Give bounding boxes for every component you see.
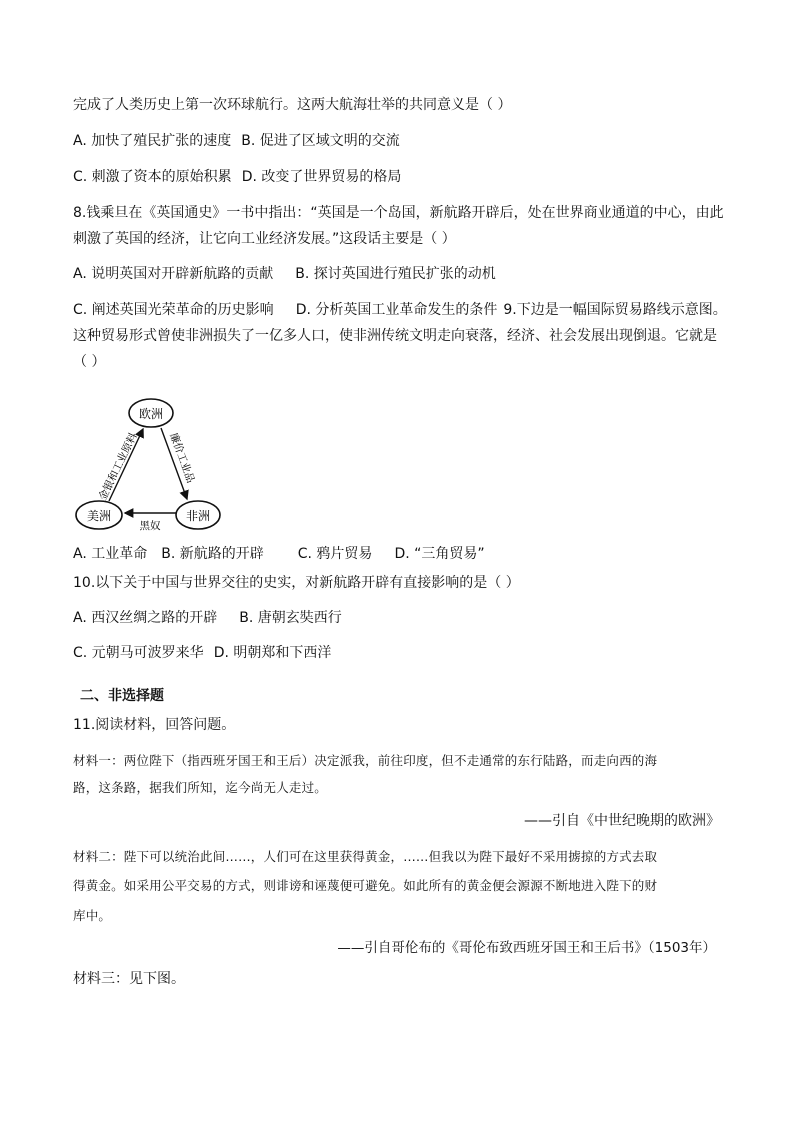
material1-source: ——引自《中世纪晚期的欧洲》 — [524, 813, 720, 829]
q7-options-row2 — [73, 168, 401, 186]
edge-label-africa-america: 黑奴 — [139, 520, 161, 532]
q9-option-b[interactable]: B. 新航路的开辟 — [161, 546, 264, 562]
section-heading-non-choice: 二、非选择题 — [80, 688, 164, 704]
q8-stem-line1: 8.钱乘旦在《英国通史》一书中指出：“英国是一个岛国，新航路开辟后，处在世界商业通道的中心，由此 — [73, 205, 724, 221]
q9-stem-line2: 这种贸易形式曾使非洲损失了一亿多人口，使非洲传统文明走向衰落，经济、社会发展出现倒退。它就是 — [73, 328, 717, 344]
q8-option-d[interactable]: D. 分析英国工业革命发生的条件 — [295, 302, 498, 318]
q10-option-c[interactable]: C. 元朝马可波罗来华 — [73, 645, 204, 661]
material2-source: ——引自哥伦布的《哥伦布致西班牙国王和王后书》（1503年） — [337, 940, 716, 956]
q8-options-row2 — [73, 301, 727, 319]
q10-option-a[interactable]: A. 西汉丝绸之路的开辟 — [73, 610, 218, 626]
q7-option-c[interactable]: C. 刺激了资本的原始积累 — [73, 169, 232, 185]
q8-option-c[interactable]: C. 阐述英国光荣革命的历史影响 — [73, 302, 274, 318]
q9-option-c[interactable]: C. 鸦片贸易 — [297, 546, 373, 562]
q10-options-row1 — [73, 609, 342, 627]
node-africa-label: 非洲 — [185, 509, 211, 523]
node-europe-label: 欧洲 — [138, 407, 164, 421]
q7-options-row1 — [73, 132, 400, 150]
q7-option-d[interactable]: D. 改变了世界贸易的格局 — [241, 169, 402, 185]
q9-options-row — [73, 545, 485, 563]
q10-stem: 10.以下关于中国与世界交往的史实，对新航路开辟有直接影响的是（ ） — [73, 575, 520, 591]
q8-options-row1 — [73, 265, 496, 283]
q7-stem-tail: 完成了人类历史上第一次环球航行。这两大航海壮举的共同意义是（ ） — [73, 97, 512, 113]
q7-option-b[interactable]: B. 促进了区域文明的交流 — [241, 133, 400, 149]
q8-option-b[interactable]: B. 探讨英国进行殖民扩张的动机 — [295, 266, 496, 282]
triangle-trade-diagram — [73, 393, 223, 533]
q7-option-a[interactable]: A. 加快了殖民扩张的速度 — [73, 133, 232, 149]
material3-line: 材料三：见下图。 — [73, 971, 185, 987]
q8-option-a[interactable]: A. 说明英国对开辟新航路的贡献 — [73, 266, 274, 282]
material2-line2: 得黄金。如采用公平交易的方式，则诽谤和诬蔑便可避免。如此所有的黄金便会源源不断地进入陛下的财 — [73, 878, 658, 893]
q10-option-b[interactable]: B. 唐朝玄奘西行 — [239, 610, 342, 626]
q8-stem-line2: 刺激了英国的经济，让它向工业经济发展。”这段话主要是（ ） — [73, 231, 456, 247]
material2-line1: 材料二：陛下可以统治此间……，人们可在这里获得黄金，……但我以为陛下最好不采用掳掠的方式去取 — [73, 849, 658, 864]
edge-label-europe-africa: 廉价工业品 — [167, 431, 197, 485]
q9-option-a[interactable]: A. 工业革命 — [73, 546, 148, 562]
q10-options-row2 — [73, 644, 331, 662]
material2-line3: 库中。 — [73, 908, 112, 923]
q9-stem-line3: （ ） — [73, 354, 106, 370]
q11-stem: 11.阅读材料，回答问题。 — [73, 717, 236, 733]
q9-stem-line1: 9.下边是一幅国际贸易路线示意图。 — [503, 302, 727, 318]
edge-label-america-europe: 金银和工业原料 — [96, 431, 140, 503]
q9-option-d[interactable]: D. “三角贸易” — [394, 546, 485, 562]
q10-option-d[interactable]: D. 明朝郑和下西洋 — [213, 645, 332, 661]
material1-line2: 路，这条路，据我们所知，迄今尚无人走过。 — [73, 780, 328, 795]
material1-line1: 材料一：两位陛下（指西班牙国王和王后）决定派我，前往印度，但不走通常的东行陆路，而走向西的海 — [73, 753, 658, 768]
node-america-label: 美洲 — [86, 509, 112, 523]
